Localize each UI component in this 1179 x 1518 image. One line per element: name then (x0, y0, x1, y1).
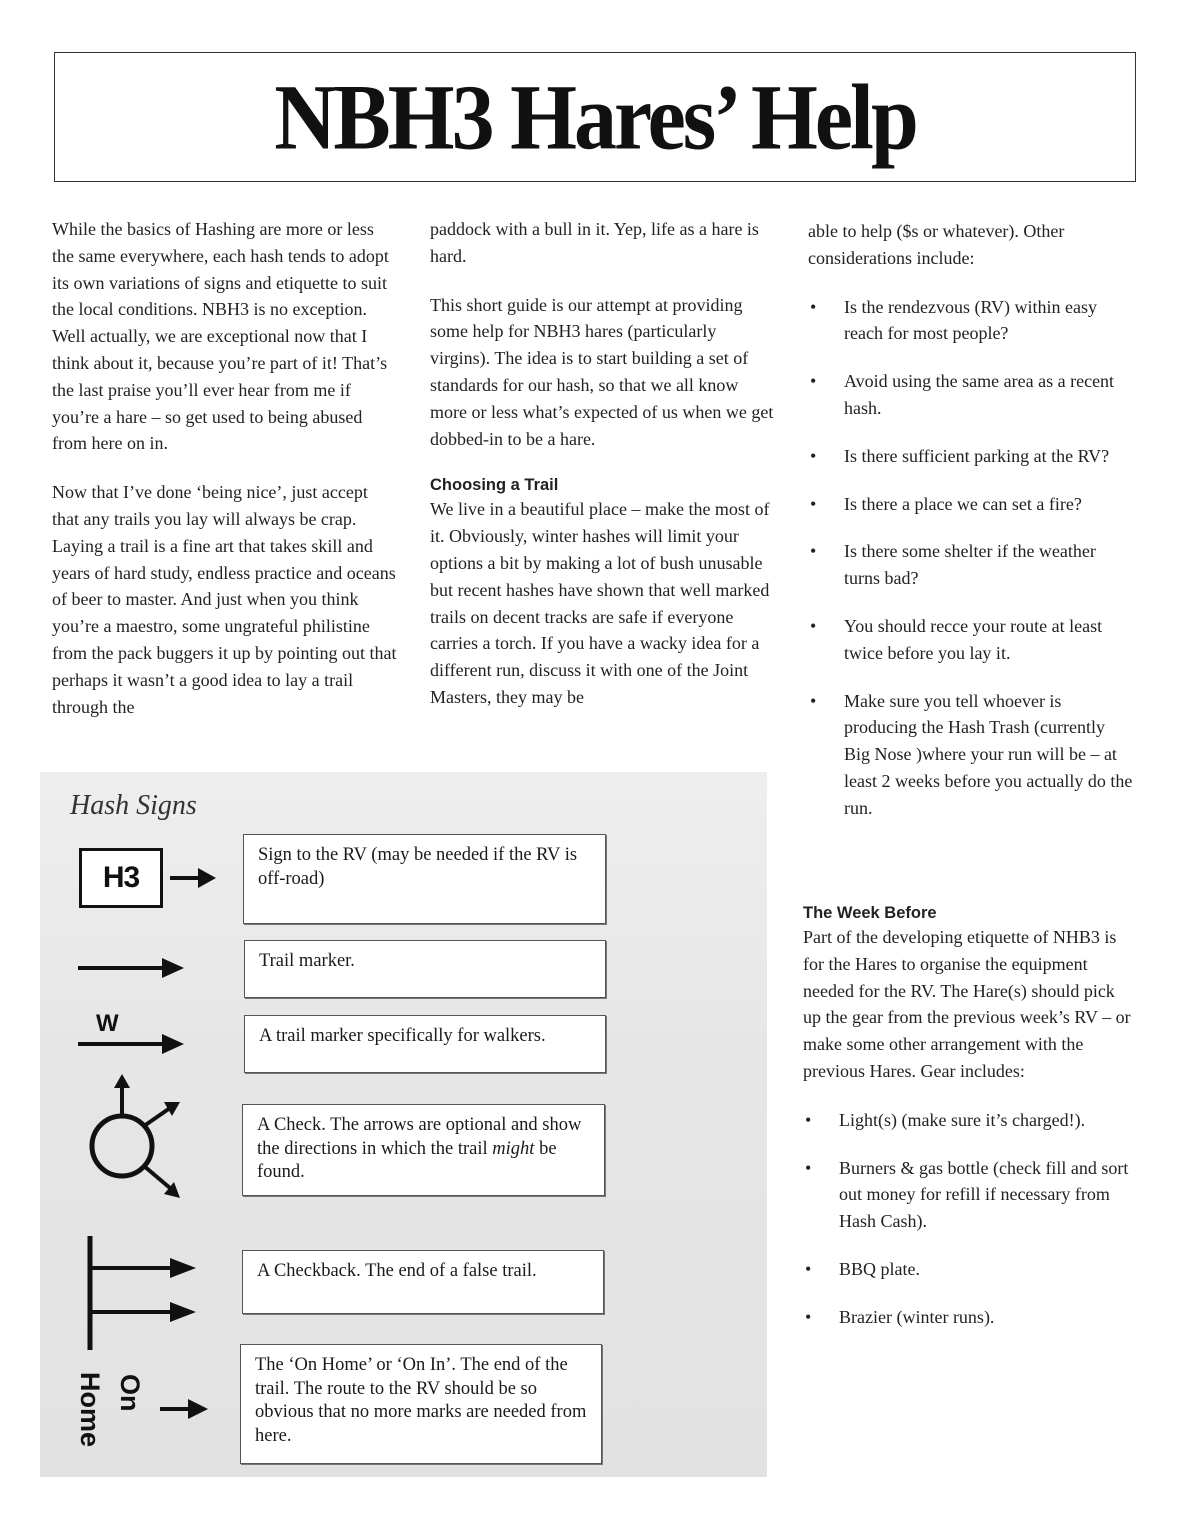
hash-signs-title: Hash Signs (70, 790, 197, 821)
trail-marker-text: Trail marker. (259, 951, 355, 971)
walker-marker-text: A trail marker specifically for walkers. (259, 1026, 546, 1046)
list-item: • Is there some shelter if the weather turns bad? (808, 538, 1133, 592)
title-box (54, 52, 1136, 182)
rv-arrow-icon (168, 865, 218, 891)
being-nice-paragraph: Now that I’ve done ‘being nice’, just accept that any trails you lay will always be crap. Laying a trail is a fine art that takes skill and years of hard study, endless practice and oceans of beer to master. And just when you think you’re a maestro, some ungrateful philistine from the pack buggers it up by pointing out that perhaps it wasn’t a good idea to lay a trail through the (52, 482, 397, 717)
checkback-icon (86, 1234, 200, 1352)
list-item: • BBQ plate. (803, 1256, 1133, 1283)
considerations-list (808, 294, 1133, 822)
on-label: On (115, 1374, 145, 1412)
choosing-trail-paragraph: We live in a beautiful place – make the most of it. Obviously, winter hashes will limit your options a bit by making a lot of bush unusable but recent hashes have shown that well marked trails on decent tracks are safe if everyone carries a torch. If you have a wacky idea for a different run, discuss it with one of the Joint Masters, they may be (430, 499, 770, 707)
list-item: • Make sure you tell whoever is producing the Hash Trash (currently Big Nose )where your run will be – at least 2 weeks before you actually do the run. (808, 688, 1133, 822)
list-item: • Avoid using the same area as a recent hash. (808, 368, 1133, 422)
on-home-text: The ‘On Home’ or ‘On In’. The end of the trail. The route to the RV should be so obvious that no more marks are needed from here. (255, 1355, 587, 1446)
choosing-trail-heading: Choosing a Trail (430, 476, 559, 495)
considerations-paragraph: able to help ($s or whatever). Other considerations include: (808, 221, 1065, 268)
list-item: • Is there a place we can set a fire? (808, 491, 1133, 518)
column-1 (52, 216, 397, 742)
walker-marker-description (244, 1015, 606, 1073)
column-2 (430, 216, 775, 733)
list-item: • You should recce your route at least twice before you lay it. (808, 613, 1133, 667)
rv-sign-description (243, 834, 606, 924)
check-text-b: be found. (257, 1138, 557, 1182)
hash-signs-panel (40, 772, 767, 1477)
on-home-arrow-icon (158, 1396, 212, 1422)
trail-marker-arrow-icon (76, 955, 188, 981)
list-item: • Light(s) (make sure it’s charged!). (803, 1107, 1133, 1134)
week-before-paragraph: Part of the developing etiquette of NHB3 is for the Hares to organise the equipment needed for the RV. The Hare(s) should pick up the gear from the previous week’s RV – or make some other arrangement with the previous Hares. Gear includes: (803, 927, 1131, 1081)
check-description (242, 1104, 605, 1196)
paddock-paragraph: paddock with a bull in it. Yep, life as a hare is hard. (430, 219, 759, 266)
intro-paragraph: While the basics of Hashing are more or less the same everywhere, each hash tends to adopt its own variations of signs and etiquette to suit the local conditions. NBH3 is no exception. Well actually, we are exceptional now that I think about it, because you’re part of it! That’s the last praise you’ll ever hear from me if you’re a hare – so get used to being abused from here on in. (52, 219, 389, 454)
column-3-lower (803, 902, 1133, 1352)
list-item: • Is the rendezvous (RV) within easy reach for most people? (808, 294, 1133, 348)
rv-sign-text: Sign to the RV (may be needed if the RV is off-road) (258, 845, 578, 889)
on-home-description (240, 1344, 602, 1464)
checkback-description (242, 1250, 604, 1314)
column-3 (808, 218, 1133, 843)
list-item: • Is there sufficient parking at the RV? (808, 443, 1133, 470)
week-before-heading: The Week Before (803, 904, 937, 922)
page-title: NBH3 Hares’ Help (274, 65, 916, 169)
h3-sign-icon (79, 848, 163, 908)
check-text-emphasis: might (492, 1138, 535, 1159)
list-item: • Burners & gas bottle (check fill and sort out money for refill if necessary from Hash Cash). (803, 1155, 1133, 1235)
walker-label: W (96, 1010, 119, 1037)
guide-paragraph: This short guide is our attempt at providing some help for NBH3 hares (particularly virgins). The idea is to start building a set of standards for our hash, so that we all know more or less what’s expected of us when we get dobbed-in to be a hare. (430, 294, 774, 449)
list-item: • Brazier (winter runs). (803, 1304, 1133, 1331)
h3-sign-label: H3 (102, 861, 140, 894)
check-text-a: A Check. The arrows are optional and show the directions in which the trail (257, 1115, 582, 1159)
walker-arrow-icon (76, 1031, 188, 1057)
trail-marker-description (244, 940, 606, 998)
check-circle-icon (84, 1072, 194, 1204)
home-label: Home (75, 1372, 105, 1448)
gear-list (803, 1107, 1133, 1331)
checkback-text: A Checkback. The end of a false trail. (257, 1261, 537, 1281)
